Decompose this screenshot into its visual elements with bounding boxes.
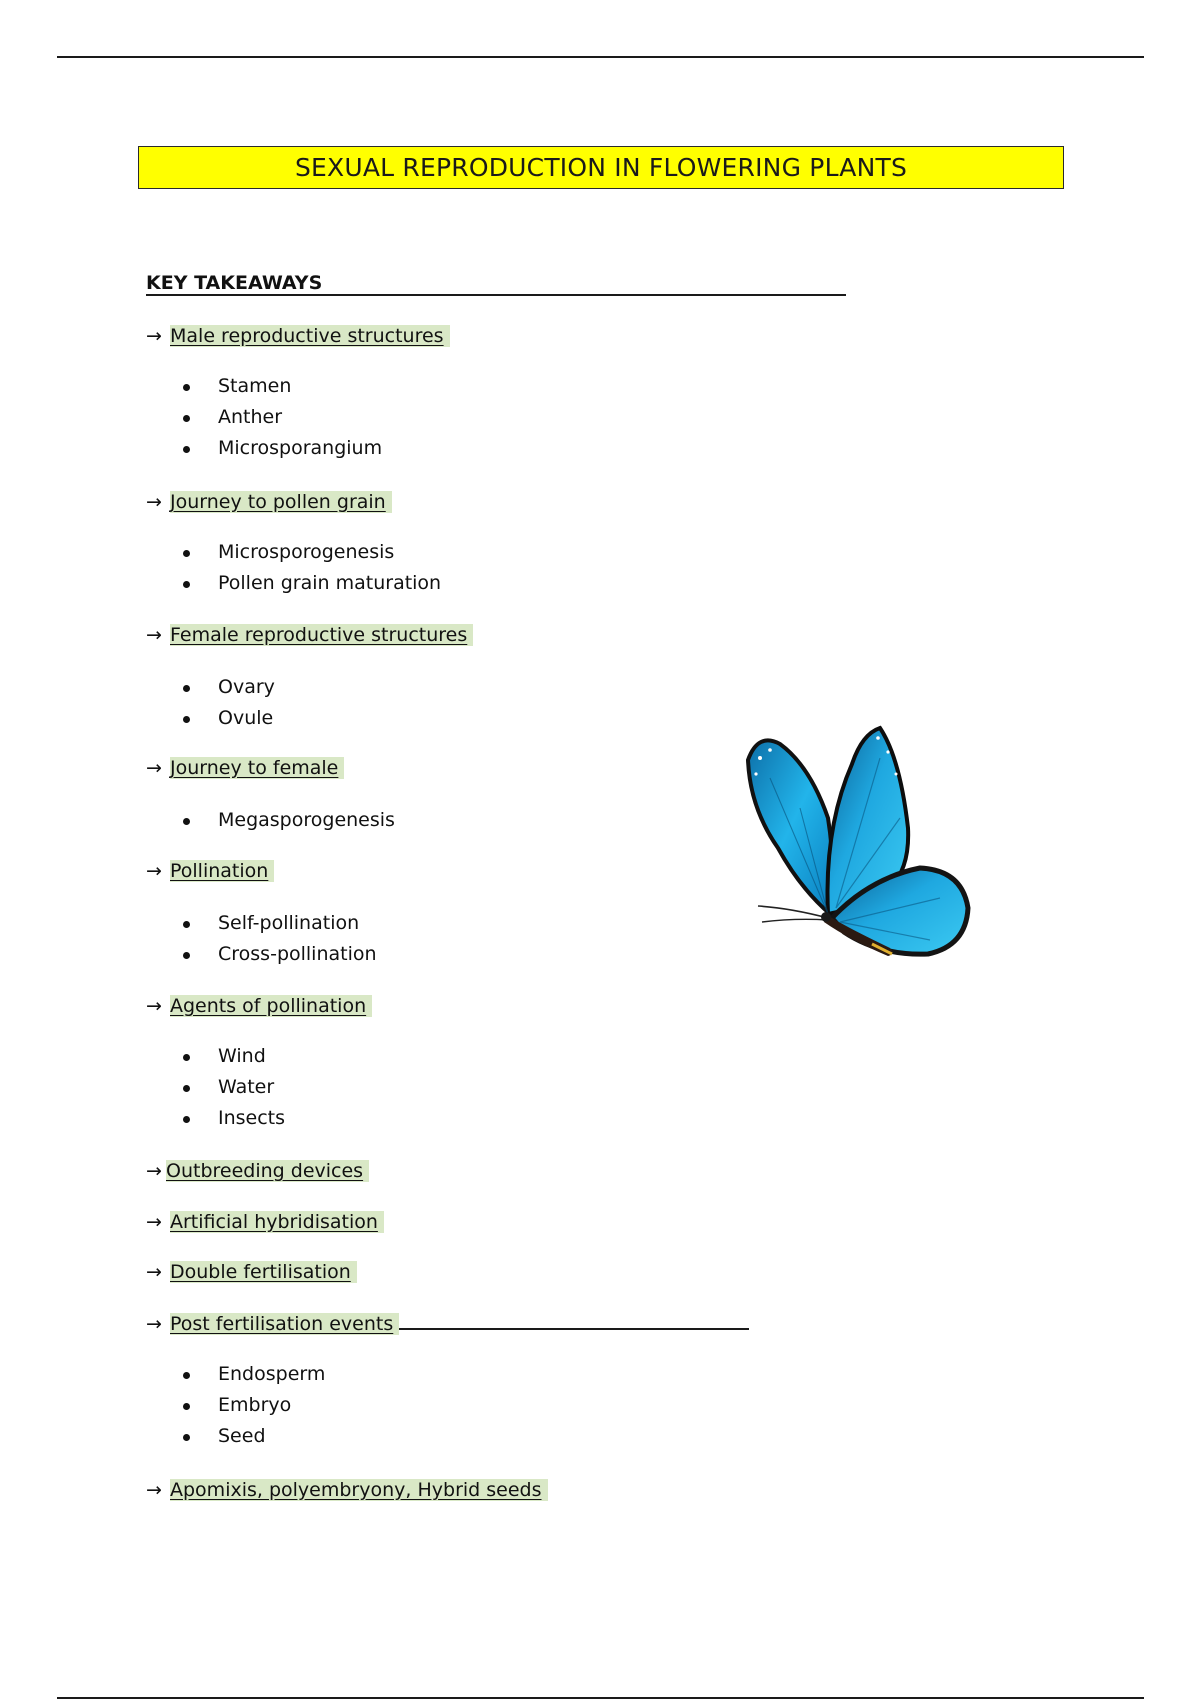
bullet-icon	[183, 446, 190, 453]
section-heading-male-structures	[146, 324, 450, 348]
section-heading-journey-female	[146, 756, 344, 780]
page-title-box	[138, 146, 1064, 189]
bullet-icon	[183, 1085, 190, 1092]
list-item: Ovary	[180, 672, 275, 703]
key-takeaways-heading: KEY TAKEAWAYS	[146, 272, 846, 296]
section-heading-text: Outbreeding devices	[166, 1160, 369, 1182]
arrow-icon: →	[146, 1479, 162, 1501]
section-heading-apomixis	[146, 1478, 548, 1502]
bullet-icon	[183, 685, 190, 692]
section-heading-text: Pollination	[170, 860, 274, 882]
arrow-icon: →	[146, 491, 162, 513]
bullet-list-post-fertilisation	[180, 1359, 325, 1452]
bullet-list-female-structures	[180, 672, 275, 734]
list-item: Embryo	[180, 1390, 325, 1421]
bullet-list-pollination	[180, 908, 377, 970]
section-heading-text: Female reproductive structures	[170, 624, 473, 646]
bullet-icon	[183, 952, 190, 959]
page-title: SEXUAL REPRODUCTION IN FLOWERING PLANTS	[294, 153, 908, 182]
bullet-icon	[183, 581, 190, 588]
section-heading-pollination	[146, 859, 274, 883]
heading-rule-extension	[399, 1327, 749, 1330]
bullet-icon	[183, 1372, 190, 1379]
list-item: Insects	[180, 1103, 285, 1134]
list-item: Cross-pollination	[180, 939, 377, 970]
section-heading-text: Post fertilisation events	[170, 1313, 399, 1335]
list-item: Microsporangium	[180, 433, 382, 464]
bullet-icon	[183, 415, 190, 422]
list-item: Water	[180, 1072, 285, 1103]
bullet-list-journey-female	[180, 805, 395, 836]
bullet-icon	[183, 921, 190, 928]
section-heading-text: Male reproductive structures	[170, 325, 450, 347]
page-top-rule	[57, 56, 1144, 58]
list-item: Microsporogenesis	[180, 537, 441, 568]
arrow-icon: →	[146, 1160, 162, 1182]
arrow-icon: →	[146, 995, 162, 1017]
section-heading-double-fertilisation	[146, 1260, 357, 1284]
bullet-icon	[183, 550, 190, 557]
list-item: Ovule	[180, 703, 275, 734]
section-heading-text: Journey to pollen grain	[170, 491, 392, 513]
list-item: Stamen	[180, 371, 382, 402]
bullet-icon	[183, 1116, 190, 1123]
arrow-icon: →	[146, 1261, 162, 1283]
list-item: Endosperm	[180, 1359, 325, 1390]
section-heading-text: Journey to female	[170, 757, 344, 779]
bullet-list-male-structures	[180, 371, 382, 464]
arrow-icon: →	[146, 757, 162, 779]
section-heading-text: Agents of pollination	[170, 995, 372, 1017]
bullet-icon	[183, 818, 190, 825]
list-item: Anther	[180, 402, 382, 433]
section-heading-text: Apomixis, polyembryony, Hybrid seeds	[170, 1479, 548, 1501]
section-heading-journey-pollen	[146, 490, 392, 514]
page-bottom-rule	[57, 1697, 1144, 1699]
arrow-icon: →	[146, 624, 162, 646]
bullet-list-agents-pollination	[180, 1041, 285, 1134]
section-heading-outbreeding	[146, 1159, 369, 1183]
section-heading-text: Double fertilisation	[170, 1261, 357, 1283]
bullet-icon	[183, 384, 190, 391]
list-item: Megasporogenesis	[180, 805, 395, 836]
section-heading-post-fertilisation	[146, 1312, 749, 1336]
bullet-icon	[183, 716, 190, 723]
list-item: Seed	[180, 1421, 325, 1452]
arrow-icon: →	[146, 1313, 162, 1335]
bullet-icon	[183, 1054, 190, 1061]
section-heading-text: Artificial hybridisation	[170, 1211, 384, 1233]
list-item: Wind	[180, 1041, 285, 1072]
bullet-icon	[183, 1403, 190, 1410]
list-item: Self-pollination	[180, 908, 377, 939]
arrow-icon: →	[146, 1211, 162, 1233]
bullet-list-journey-pollen	[180, 537, 441, 599]
arrow-icon: →	[146, 860, 162, 882]
list-item: Pollen grain maturation	[180, 568, 441, 599]
section-heading-artificial-hybridisation	[146, 1210, 384, 1234]
bullet-icon	[183, 1434, 190, 1441]
section-heading-agents-pollination	[146, 994, 372, 1018]
section-heading-female-structures	[146, 623, 473, 647]
arrow-icon: →	[146, 325, 162, 347]
butterfly-illustration	[740, 718, 1000, 978]
